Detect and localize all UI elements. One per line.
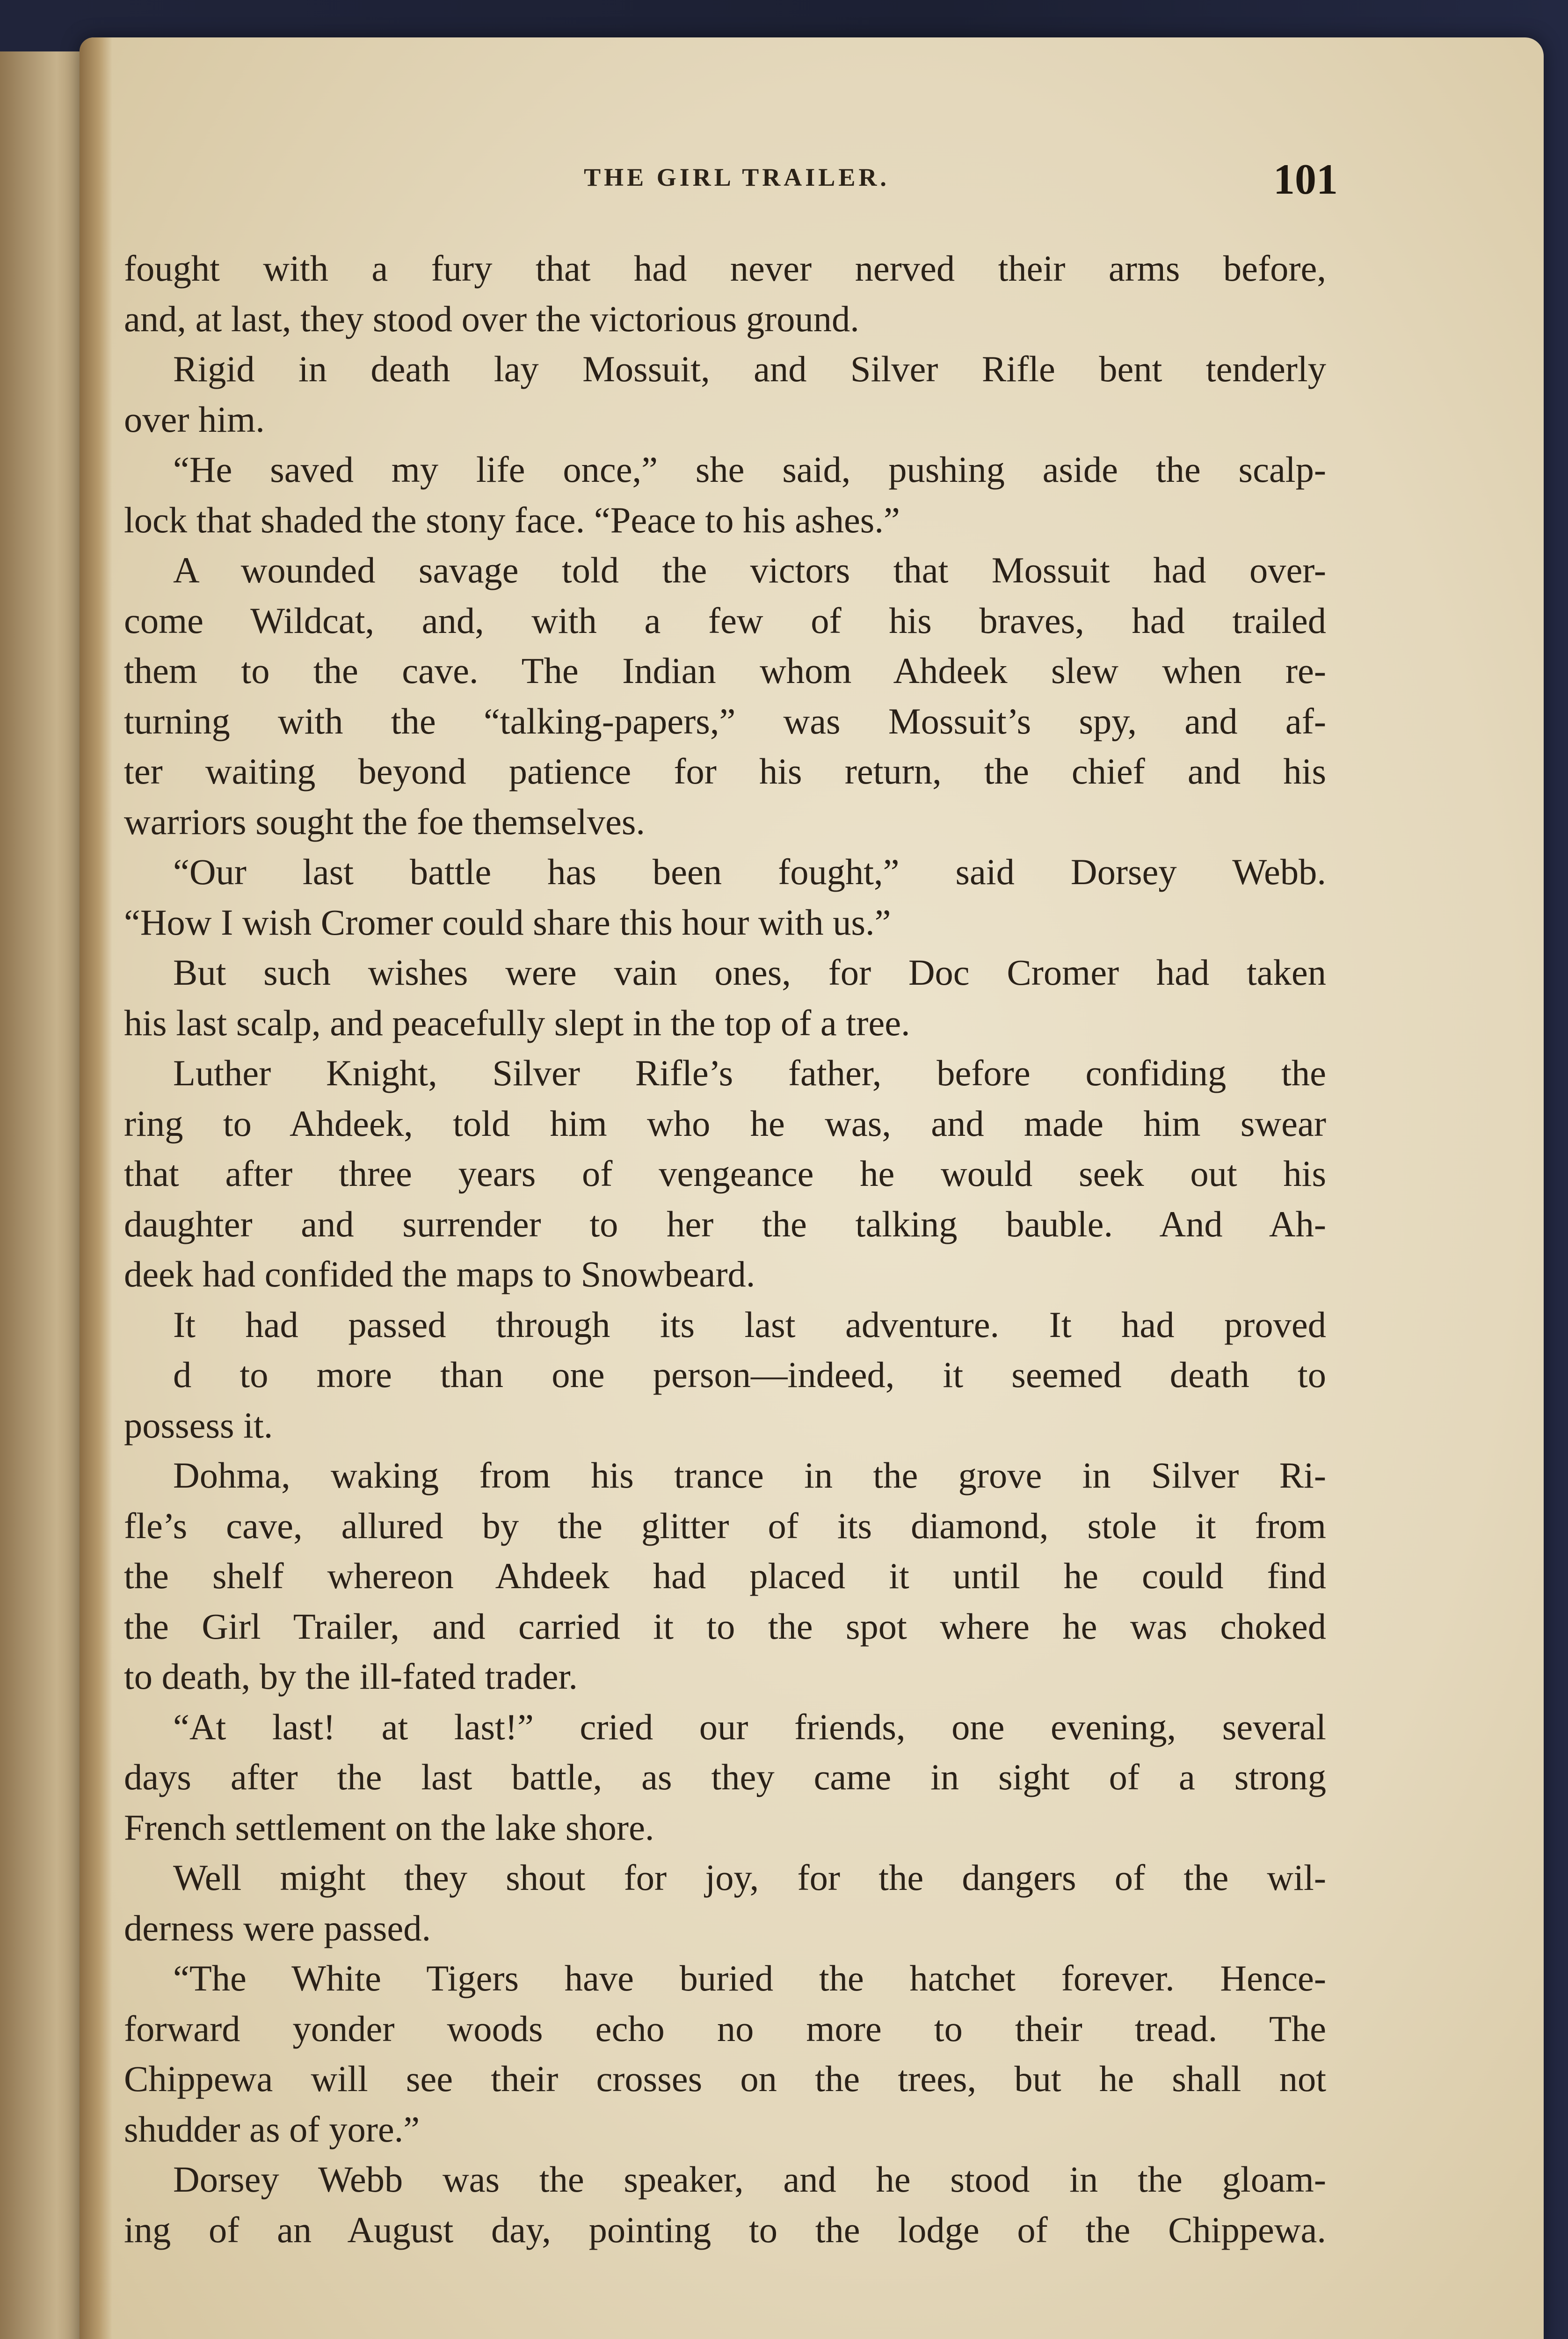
text-line: fle’s cave, allured by the glitter of its diamond, stole it from (124, 1505, 1326, 1546)
text-line: forward yonder woods echo no more to their tread. The (124, 2008, 1326, 2049)
text-line: the Girl Trailer, and carried it to the spot where he was choked (124, 1605, 1326, 1647)
text-line: “Our last battle has been fought,” said Dorsey Webb. (173, 851, 1326, 892)
text-line: to death, by the ill-fated trader. (124, 1656, 578, 1697)
text-line: “The White Tigers have buried the hatchet forever. Hence- (173, 1958, 1326, 1998)
text-line: shudder as of yore.” (124, 2108, 420, 2150)
text-line: Dorsey Webb was the speaker, and he stood in the gloam- (173, 2159, 1326, 2200)
body-text (124, 243, 1326, 2255)
text-line: d to more than one person—indeed, it seemed death to (173, 1354, 1326, 1395)
text-line: “At last! at last!” cried our friends, one evening, several (173, 1706, 1326, 1747)
text-line: ter waiting beyond patience for his return, the chief and his (124, 751, 1326, 792)
text-line: the shelf whereon Ahdeek had placed it until he could find (124, 1555, 1326, 1596)
text-line: deek had confided the maps to Snowbeard. (124, 1254, 755, 1294)
running-title: THE GIRL TRAILER. (584, 163, 890, 191)
text-line: lock that shaded the stony face. “Peace to his ashes.” (124, 499, 900, 540)
page-number: 101 (1273, 155, 1338, 203)
text-line: and, at last, they stood over the victorious ground. (124, 298, 859, 339)
text-line: ing of an August day, pointing to the lodge of the Chippewa. (124, 2209, 1326, 2250)
text-line: his last scalp, and peacefully slept in the top of a tree. (124, 1002, 910, 1043)
text-line: possess it. (124, 1404, 273, 1446)
text-line: ring to Ahdeek, told him who he was, and made him swear (124, 1103, 1326, 1144)
page-gutter-shadow (80, 37, 112, 2339)
text-line: Luther Knight, Silver Rifle’s father, before confiding the (173, 1053, 1326, 1093)
text-line: that after three years of vengeance he would seek out his (124, 1153, 1326, 1194)
text-line: daughter and surrender to her the talking bauble. And Ah- (124, 1203, 1326, 1244)
text-line: “How I wish Cromer could share this hour with us.” (124, 901, 891, 943)
text-line: days after the last battle, as they came in sight of a strong (124, 1757, 1326, 1797)
text-line: Well might they shout for joy, for the dangers of the wil- (173, 1857, 1326, 1898)
text-line: come Wildcat, and, with a few of his braves, had trailed (124, 600, 1326, 641)
text-line: Dohma, waking from his trance in the grove in Silver Ri- (173, 1455, 1326, 1496)
text-line: over him. (124, 399, 265, 440)
text-line: But such wishes were vain ones, for Doc Cromer had taken (173, 952, 1326, 993)
text-line: them to the cave. The Indian whom Ahdeek slew when re- (124, 650, 1326, 691)
text-line: fought with a fury that had never nerved their arms before, (124, 248, 1326, 289)
text-line: It had passed through its last adventure. It had proved (173, 1304, 1326, 1345)
text-line: French settlement on the lake shore. (124, 1807, 654, 1848)
text-line: “He saved my life once,” she said, pushing aside the scalp- (173, 449, 1326, 490)
text-line: warriors sought the foe themselves. (124, 801, 645, 842)
text-line: Rigid in death lay Mossuit, and Silver Rifle bent tenderly (173, 349, 1326, 389)
text-line: A wounded savage told the victors that Mossuit had over- (173, 550, 1326, 590)
text-line: Chippewa will see their crosses on the trees, but he shall not (124, 2058, 1326, 2099)
page-header (136, 154, 1338, 211)
text-line: turning with the “talking-papers,” was Mossuit’s spy, and af- (124, 700, 1326, 741)
text-line: derness were passed. (124, 1907, 431, 1948)
